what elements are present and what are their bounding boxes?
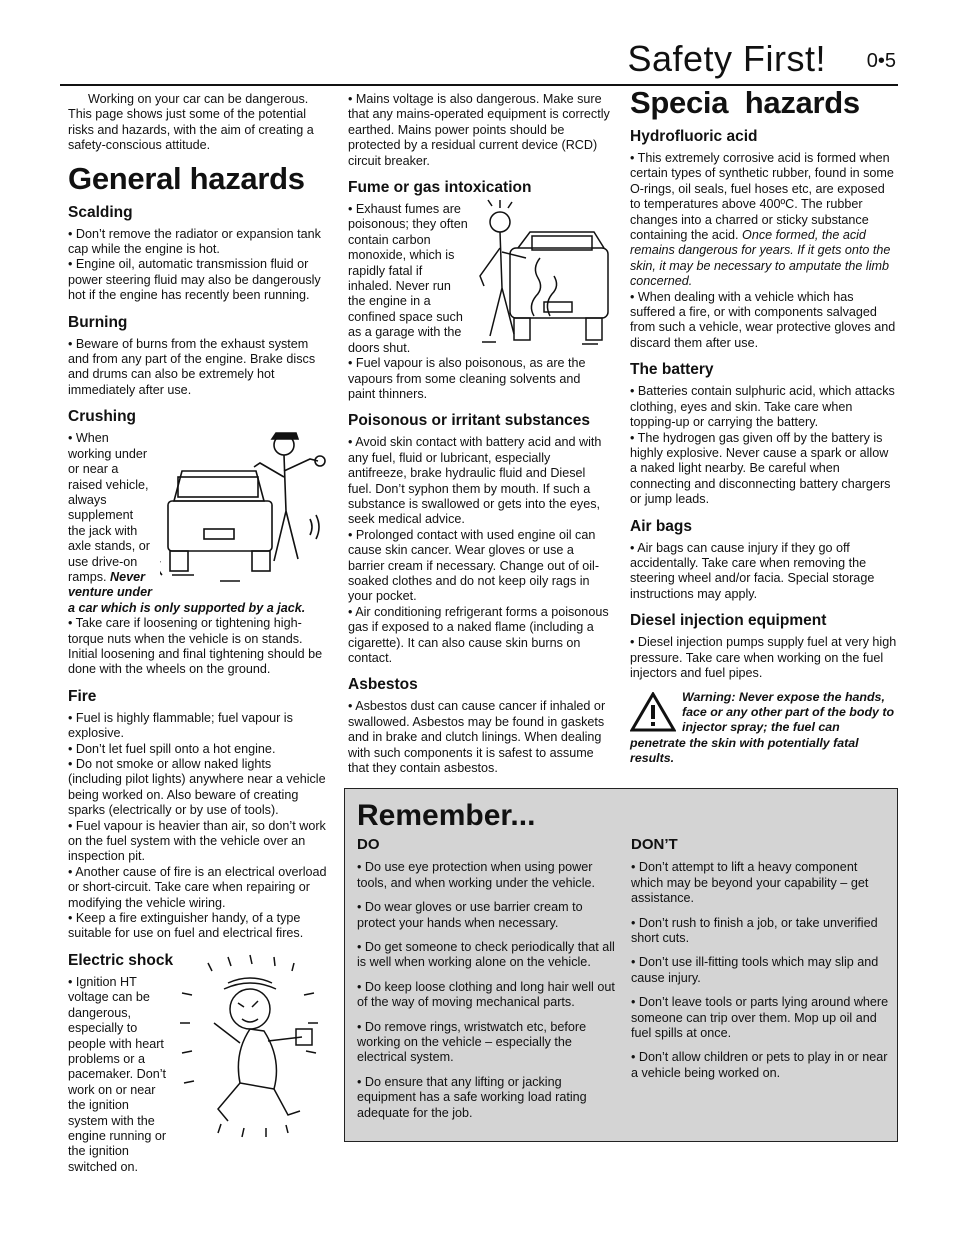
do-item: • Do ensure that any lifting or jacking equipment has a safe working load rating adequate for the job. [357,1074,587,1120]
crushing-heading: Crushing [68,408,137,426]
dont-column [631,837,889,1090]
electrocuted-man-cartoon-icon [178,953,328,1143]
electric-shock-heading: Electric shock [68,951,174,969]
crushing-warning-emphasis: Never venture under a car which is only supported by a jack. [68,569,306,615]
diesel-bullet-1: • Diesel injection pumps supply fuel at very high pressure. Take care when working on the fuel injectors and fuel pipes. [630,635,897,680]
fire-bullet-2: • Don’t let fuel spill onto a hot engine. [68,741,276,756]
scalding-heading: Scalding [68,203,133,221]
warning-triangle-icon [630,692,676,732]
fume-illustration [474,196,610,348]
do-column [357,837,621,1130]
page-title: Safety First! [627,38,826,79]
remember-box [344,788,898,1142]
crushing-bullet-1: • When working under or near a raised vehicle, always supplement the jack with axle stands, or use drive-on ramps. Never venture under a car which is only supported by a jack. [68,431,306,615]
do-heading: DO [357,836,380,853]
scalding-bullet-1: • Don’t remove the radiator or expansion tank cap while the engine is hot. [68,226,321,257]
battery-heading: The battery [630,361,714,379]
dont-heading: DON’T [631,836,678,853]
mains-voltage-bullet: • Mains voltage is also dangerous. Make sure that any mains-operated equipment is correctly earthed. Mains power points should be protected by a residual current device (RCD) circuit breaker. [348,92,610,168]
dont-item: • Don’t use ill-fitting tools which may slip and cause injury. [631,955,879,985]
fire-bullet-5: • Another cause of fire is an electrical overload or short-circuit. Take care when repairing or modifying the vehicle wiring. [68,864,327,910]
do-item: • Do remove rings, wristwatch etc, before working on the vehicle – especially the electrical system. [357,1019,587,1065]
dont-item: • Don’t rush to finish a job, or take unverified short cuts. [631,915,878,946]
air-bags-bullet-1: • Air bags can cause injury if they go off accidentally. Take care when removing the steering wheel and/or facia. Special storage instructions may apply. [630,540,875,601]
column-2 [348,92,610,776]
car-on-jack-cartoon-icon [160,431,328,589]
fume-bullet-2: • Fuel vapour is also poisonous, as are the vapours from some cleaning solvents and paint thinners. [348,356,586,401]
battery-bullet-2: • The hydrogen gas given off by the battery is highly explosive. Never cause a spark or allow a naked light nearby. Be careful when connecting and disconnecting battery chargers or jump leads. [630,430,891,507]
do-item: • Do get someone to check periodically that all is well when working alone on the vehicle. [357,940,615,970]
electric-shock-bullet-1: • Ignition HT voltage can be dangerous, especially to people with heart problems or a pacemaker. Don’t work on or near the ignition system with the engine running or the ignition switched on. [68,974,167,1174]
burning-bullet-1: • Beware of burns from the exhaust system and from any part of the engine. Brake discs and drums can also be extremely hot immediately after use. [68,336,316,397]
scalding-bullet-2: • Engine oil, automatic transmission fluid or power steering fluid may also be dangerously hot if the engine has recently been running. [68,257,321,303]
asbestos-heading: Asbestos [348,676,418,694]
do-item: • Do wear gloves or use barrier cream to protect your hands when necessary. [357,900,583,930]
general-hazards-heading: General hazards [68,160,305,196]
column-3 [630,85,898,681]
air-bags-heading: Air bags [630,517,693,535]
diesel-heading: Diesel injection equipment [630,612,827,630]
injector-warning [630,690,898,766]
injector-warning-text: Warning: Never expose the hands, face or any other part of the body to injector spray; the fuel can penetrate the skin with potentially fatal results. [630,690,895,765]
dont-item: • Don’t attempt to lift a heavy component which may be beyond your capability – get assistance. [631,860,869,906]
burning-heading: Burning [68,313,128,331]
poisonous-heading: Poisonous or irritant substances [348,412,591,430]
do-item: • Do use eye protection when using power tools, and when working under the vehicle. [357,860,596,890]
special-hazards-heading: Specia hazards [630,85,860,120]
dont-item: • Don’t allow children or pets to play in or near a vehicle being worked on. [631,1050,888,1080]
hydrofluoric-heading: Hydrofluoric acid [630,128,758,145]
crushing-bullet-2: • Take care if loosening or tightening high-torque nuts when the vehicle is on stands. Initial loosening and final tightening should be done with the wheels on the ground. [68,616,323,677]
crushing-illustration [160,431,328,589]
fire-bullet-1: • Fuel is highly flammable; fuel vapour is explosive. [68,710,293,741]
poisonous-bullet-3: • Air conditioning refrigerant forms a poisonous gas if exposed to a naked flame (including a cigarette). It can also cause skin burns on contact. [348,604,609,665]
column-1 [68,92,328,1175]
fire-bullet-3: • Do not smoke or allow naked lights (including pilot lights) anywhere near a vehicle being worked on. Also beware of creating sparks (electrically or by use of tools). [68,757,326,818]
poisonous-bullet-1: • Avoid skin contact with battery acid and with any fuel, fluid or lubricant, especially antifreeze, brake hydraulic fluid and Diesel fuel. Don’t syphon them by mouth. If such a substance is swallowed or gets into the eyes, seek medical advice. [348,435,602,527]
fire-bullet-4: • Fuel vapour is heavier than air, so don’t work on the fuel system with the vehicle over an inspection pit. [68,818,326,864]
exhaust-fumes-cartoon-icon [474,196,610,348]
poisonous-bullet-2: • Prolonged contact with used engine oil can cause skin cancer. Wear gloves or use a barrier cream if necessary. Change out of oil-soaked clothes and do not keep oily rags in your pocket. [348,527,600,604]
page-header [0,36,960,86]
battery-bullet-1: • Batteries contain sulphuric acid, which attacks clothing, eyes and skin. Take care when topping-up or carrying the battery. [630,384,895,430]
page-number: 0•5 [866,50,896,72]
hydrofluoric-bullet-2: • When dealing with a vehicle which has suffered a fire, or with components salvaged from such a vehicle, wear protective gloves and discard them after use. [630,289,896,350]
fire-bullet-6: • Keep a fire extinguisher handy, of a type suitable for use on fuel and electrical fires. [68,911,304,941]
hydrofluoric-emphasis: Once formed, the acid remains dangerous for years. If it gets onto the skin, it may be necessary to amputate the limb concerned. [630,228,891,289]
hydrofluoric-bullet-1: • This extremely corrosive acid is formed when certain types of synthetic rubber, found in some O-rings, oil seals, fuel hoses etc, are exposed to temperatures above 400ºC. The rubber changes into a charred or sticky substance containing the acid. Once formed, the acid remains dangerous for years. If it gets onto the skin, it may be necessary to amputate the limb concerned. [630,151,894,289]
dont-item: • Don’t leave tools or parts lying around where someone can trip over them. Mop up oil and fuel spills at once. [631,995,889,1041]
fire-heading: Fire [68,687,97,705]
asbestos-bullet-1: • Asbestos dust can cause cancer if inhaled or swallowed. Asbestos may be found in gaskets and in brake and clutch linings. When dealing with such components it is safest to assume that they contain asbestos. [348,699,606,776]
do-item: • Do keep loose clothing and long hair well out of the way of moving mechanical parts. [357,979,615,1010]
fume-heading: Fume or gas intoxication [348,179,532,197]
fume-bullet-1: • Exhaust fumes are poisonous; they often contain carbon monoxide, which is rapidly fatal if inhaled. Never run the engine in a confined space such as a garage with the doors shut. [348,202,468,355]
electric-shock-illustration [178,953,328,1143]
remember-heading: Remember... [357,799,536,832]
intro-paragraph: Working on your car can be dangerous. This page shows just some of the potential risks and hazards, with the aim of creating a safety-conscious attitude. [68,92,314,153]
